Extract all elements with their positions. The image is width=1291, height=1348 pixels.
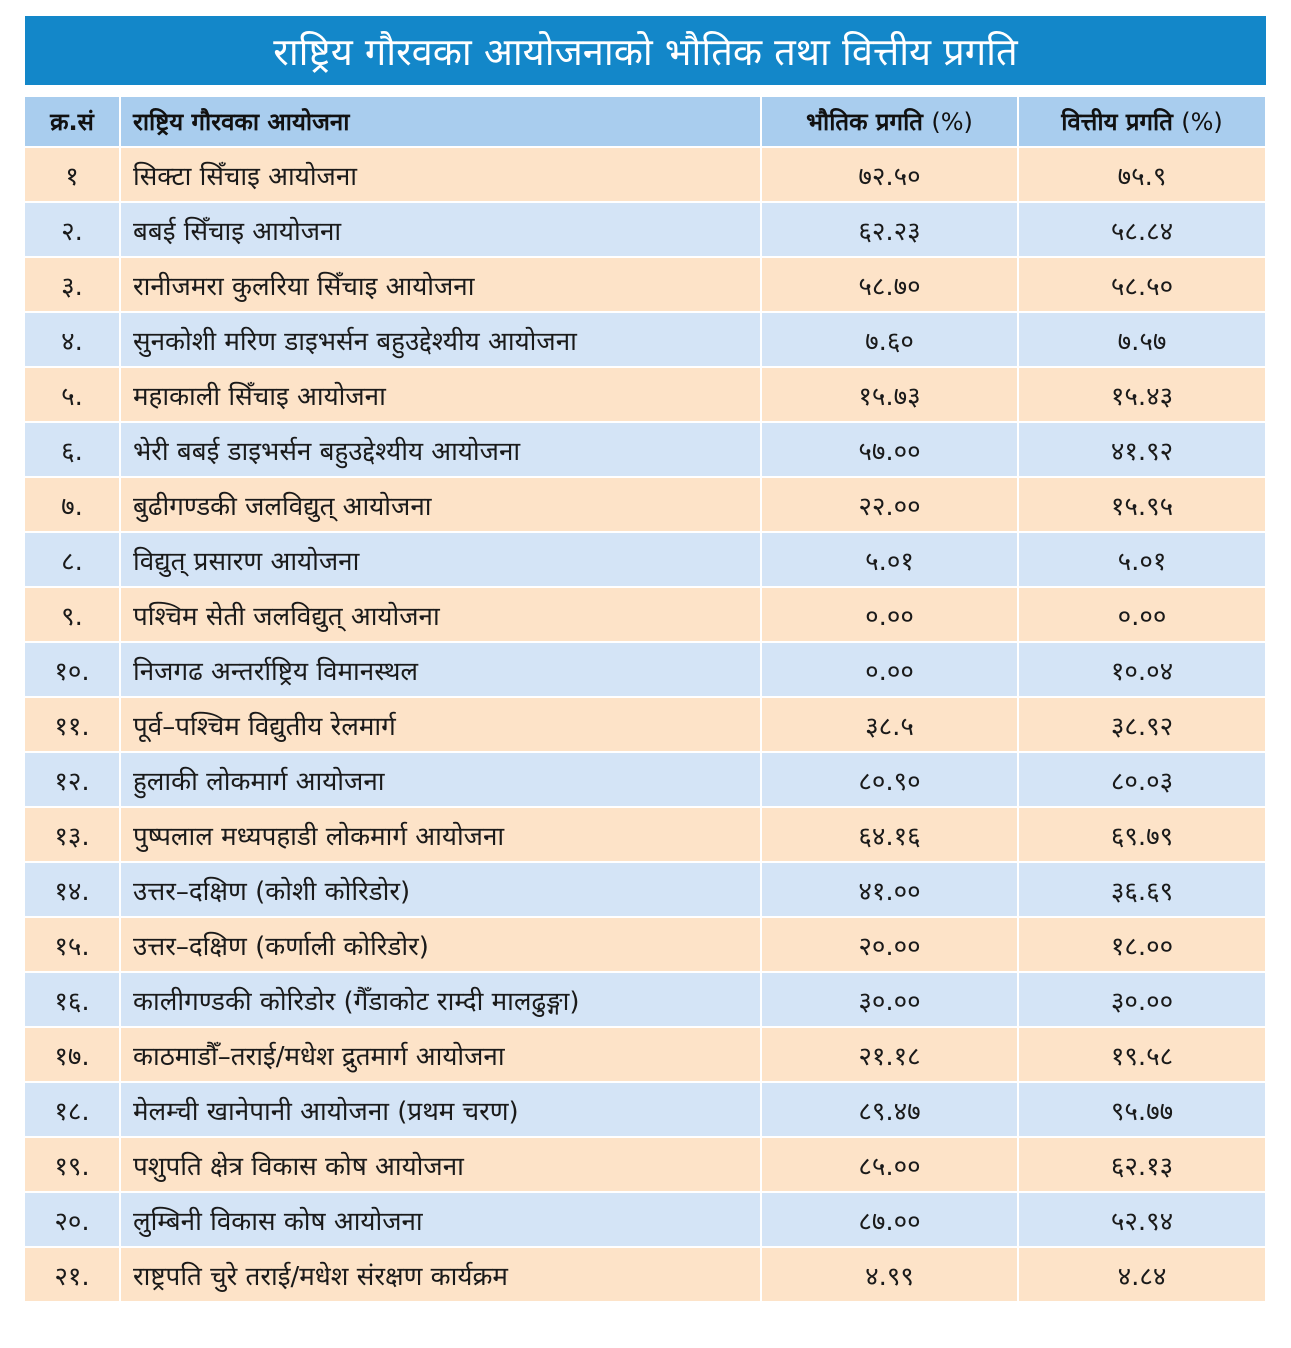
- cell-project-name: बबई सिँचाइ आयोजना: [121, 203, 762, 258]
- cell-serial-number: १९.: [25, 1138, 121, 1193]
- cell-project-name: सिक्टा सिँचाइ आयोजना: [121, 148, 762, 203]
- cell-serial-number: ३.: [25, 258, 121, 313]
- table-row: [25, 148, 1265, 203]
- cell-financial-progress: ६९.७९: [1019, 808, 1265, 863]
- cell-financial-progress: ३०.००: [1019, 973, 1265, 1028]
- cell-financial-progress: ०.००: [1019, 588, 1265, 643]
- cell-financial-progress: ७.५७: [1019, 313, 1265, 368]
- header-physical-label: भौतिक प्रगति: [806, 108, 923, 136]
- header-physical-unit: (%): [931, 108, 973, 136]
- table-row: [25, 753, 1265, 808]
- cell-physical-progress: ०.००: [762, 643, 1019, 698]
- cell-financial-progress: १८.००: [1019, 918, 1265, 973]
- cell-serial-number: १७.: [25, 1028, 121, 1083]
- cell-physical-progress: ७२.५०: [762, 148, 1019, 203]
- table-row: [25, 1248, 1265, 1303]
- cell-project-name: पश्चिम सेती जलविद्युत् आयोजना: [121, 588, 762, 643]
- cell-physical-progress: ३८.५: [762, 698, 1019, 753]
- cell-financial-progress: ९५.७७: [1019, 1083, 1265, 1138]
- cell-financial-progress: १५.४३: [1019, 368, 1265, 423]
- cell-physical-progress: ५८.७०: [762, 258, 1019, 313]
- cell-project-name: भेरी बबई डाइभर्सन बहुउद्देश्यीय आयोजना: [121, 423, 762, 478]
- cell-project-name: पूर्व–पश्चिम विद्युतीय रेलमार्ग: [121, 698, 762, 753]
- table-row: [25, 808, 1265, 863]
- cell-project-name: उत्तर–दक्षिण (कर्णाली कोरिडोर): [121, 918, 762, 973]
- page-title: राष्ट्रिय गौरवका आयोजनाको भौतिक तथा वित्तीय प्रगति: [25, 16, 1266, 85]
- cell-financial-progress: ४१.९२: [1019, 423, 1265, 478]
- table-row: [25, 918, 1265, 973]
- cell-serial-number: १५.: [25, 918, 121, 973]
- table-row: [25, 203, 1265, 258]
- cell-physical-progress: २१.१८: [762, 1028, 1019, 1083]
- table-row: [25, 588, 1265, 643]
- cell-project-name: राष्ट्रपति चुरे तराई/मधेश संरक्षण कार्यक्रम: [121, 1248, 762, 1303]
- cell-project-name: कालीगण्डकी कोरिडोर (गैँडाकोट राम्दी मालढुङ्गा): [121, 973, 762, 1028]
- cell-serial-number: २०.: [25, 1193, 121, 1248]
- table-row: [25, 313, 1265, 368]
- cell-financial-progress: ८०.०३: [1019, 753, 1265, 808]
- cell-project-name: महाकाली सिँचाइ आयोजना: [121, 368, 762, 423]
- cell-physical-progress: ५.०१: [762, 533, 1019, 588]
- table-row: [25, 863, 1265, 918]
- cell-serial-number: ९.: [25, 588, 121, 643]
- cell-serial-number: २१.: [25, 1248, 121, 1303]
- cell-project-name: उत्तर–दक्षिण (कोशी कोरिडोर): [121, 863, 762, 918]
- table-row: [25, 258, 1265, 313]
- cell-physical-progress: ८५.००: [762, 1138, 1019, 1193]
- cell-serial-number: ५.: [25, 368, 121, 423]
- table-header: [25, 97, 1265, 148]
- cell-project-name: निजगढ अन्तर्राष्ट्रिय विमानस्थल: [121, 643, 762, 698]
- cell-financial-progress: ४.८४: [1019, 1248, 1265, 1303]
- table-row: [25, 973, 1265, 1028]
- cell-serial-number: १८.: [25, 1083, 121, 1138]
- cell-physical-progress: ०.००: [762, 588, 1019, 643]
- cell-serial-number: १: [25, 148, 121, 203]
- cell-physical-progress: २२.००: [762, 478, 1019, 533]
- cell-project-name: लुम्बिनी विकास कोष आयोजना: [121, 1193, 762, 1248]
- cell-project-name: बुढीगण्डकी जलविद्युत् आयोजना: [121, 478, 762, 533]
- cell-physical-progress: १५.७३: [762, 368, 1019, 423]
- progress-table: [25, 97, 1265, 1303]
- table-row: [25, 368, 1265, 423]
- cell-financial-progress: ७५.९: [1019, 148, 1265, 203]
- cell-physical-progress: ४१.००: [762, 863, 1019, 918]
- cell-physical-progress: ४.९९: [762, 1248, 1019, 1303]
- cell-financial-progress: ६२.१३: [1019, 1138, 1265, 1193]
- header-financial-unit: (%): [1181, 108, 1223, 136]
- cell-financial-progress: ३६.६९: [1019, 863, 1265, 918]
- table-row: [25, 478, 1265, 533]
- cell-financial-progress: ५८.८४: [1019, 203, 1265, 258]
- cell-physical-progress: ८०.९०: [762, 753, 1019, 808]
- table-body: [25, 148, 1265, 1303]
- cell-project-name: विद्युत् प्रसारण आयोजना: [121, 533, 762, 588]
- cell-physical-progress: २०.००: [762, 918, 1019, 973]
- cell-serial-number: १६.: [25, 973, 121, 1028]
- cell-project-name: रानीजमरा कुलरिया सिँचाइ आयोजना: [121, 258, 762, 313]
- cell-financial-progress: ५.०१: [1019, 533, 1265, 588]
- header-row: [25, 97, 1265, 148]
- cell-serial-number: १४.: [25, 863, 121, 918]
- header-project-name: राष्ट्रिय गौरवका आयोजना: [121, 97, 762, 148]
- cell-project-name: पशुपति क्षेत्र विकास कोष आयोजना: [121, 1138, 762, 1193]
- cell-physical-progress: ६२.२३: [762, 203, 1019, 258]
- cell-physical-progress: ८९.४७: [762, 1083, 1019, 1138]
- cell-financial-progress: ५२.९४: [1019, 1193, 1265, 1248]
- cell-project-name: काठमाडौँ–तराई/मधेश द्रुतमार्ग आयोजना: [121, 1028, 762, 1083]
- cell-serial-number: २.: [25, 203, 121, 258]
- cell-serial-number: १०.: [25, 643, 121, 698]
- cell-serial-number: १२.: [25, 753, 121, 808]
- cell-physical-progress: ७.६०: [762, 313, 1019, 368]
- cell-financial-progress: १५.९५: [1019, 478, 1265, 533]
- cell-serial-number: ८.: [25, 533, 121, 588]
- cell-project-name: पुष्पलाल मध्यपहाडी लोकमार्ग आयोजना: [121, 808, 762, 863]
- cell-serial-number: ७.: [25, 478, 121, 533]
- table-row: [25, 1083, 1265, 1138]
- cell-financial-progress: ३८.९२: [1019, 698, 1265, 753]
- table-row: [25, 1028, 1265, 1083]
- cell-project-name: मेलम्ची खानेपानी आयोजना (प्रथम चरण): [121, 1083, 762, 1138]
- table-row: [25, 1138, 1265, 1193]
- cell-financial-progress: १०.०४: [1019, 643, 1265, 698]
- cell-physical-progress: ६४.१६: [762, 808, 1019, 863]
- cell-project-name: सुनकोशी मरिण डाइभर्सन बहुउद्देश्यीय आयोजना: [121, 313, 762, 368]
- table-row: [25, 698, 1265, 753]
- table-row: [25, 1193, 1265, 1248]
- header-financial-progress: [1019, 97, 1265, 148]
- cell-serial-number: ६.: [25, 423, 121, 478]
- cell-financial-progress: १९.५८: [1019, 1028, 1265, 1083]
- cell-physical-progress: ३०.००: [762, 973, 1019, 1028]
- cell-serial-number: ४.: [25, 313, 121, 368]
- header-financial-label: वित्तीय प्रगति: [1061, 108, 1173, 136]
- header-serial-number: क्र.सं: [25, 97, 121, 148]
- table-row: [25, 423, 1265, 478]
- cell-serial-number: १३.: [25, 808, 121, 863]
- cell-physical-progress: ८७.००: [762, 1193, 1019, 1248]
- cell-physical-progress: ५७.००: [762, 423, 1019, 478]
- header-physical-progress: [762, 97, 1019, 148]
- table-row: [25, 533, 1265, 588]
- cell-financial-progress: ५८.५०: [1019, 258, 1265, 313]
- cell-project-name: हुलाकी लोकमार्ग आयोजना: [121, 753, 762, 808]
- cell-serial-number: ११.: [25, 698, 121, 753]
- table-row: [25, 643, 1265, 698]
